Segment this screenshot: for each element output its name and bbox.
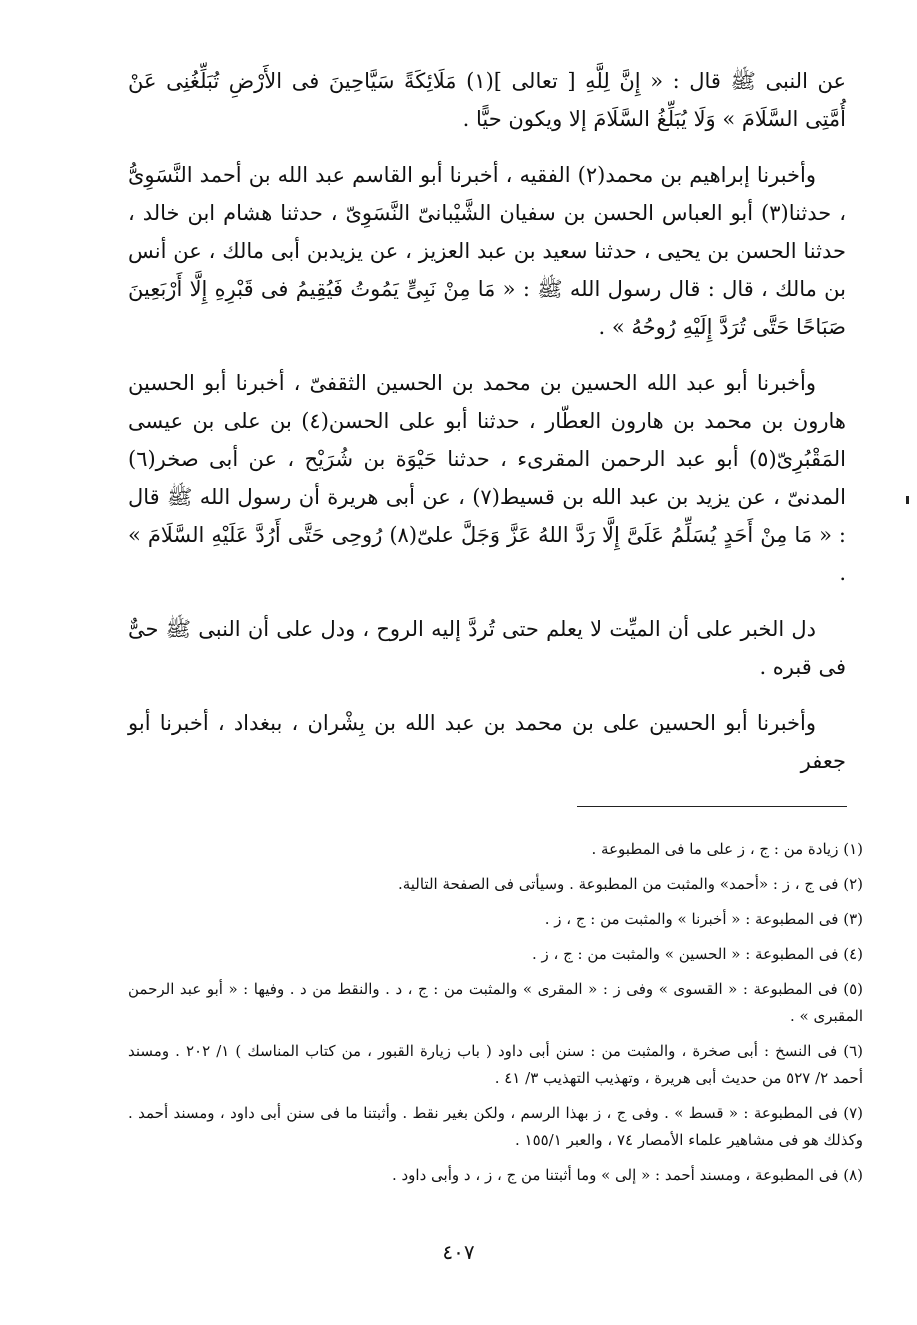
- footnotes: [128, 836, 863, 1197]
- footnote-5: (٥) فى المطبوعة : « القسوى » وفى ز : « المقرى » والمثبت من : ج ، د . والنقط من د . وفيها : « أبو عبد الرحمن المقبرى » .: [128, 980, 863, 1025]
- margin-mark: [906, 496, 909, 504]
- footnote-2: (٢) فى ج ، ز : «أحمد» والمثبت من المطبوعة . وسيأتى فى الصفحة التالية.: [397, 875, 863, 893]
- main-text: [128, 62, 846, 798]
- paragraph-2: وأخبرنا إبراهيم بن محمد(٢) الفقيه ، أخبرنا أبو القاسم عبد الله بن أحمد النَّسَوِىُّ ، حدثنا(٣) أبو العباس الحسن بن سفيان الشَّيْبانىّ النَّسَوِىّ ، حدثنا هشام ابن خالد ، حدثنا الحسن بن يحيى ، حدثنا سعيد بن عبد العزيز ، عن يزيدبن أبى مالك ، عن أنس بن مالك ، قال : قال رسول الله ﷺ : « مَا مِنْ نَبِىٍّ يَمُوتُ فَيُقِيمُ فى قَبْرِهِ إِلَّا أَرْبَعِينَ صَبَاحًا حَتَّى تُرَدَّ إِلَيْهِ رُوحُهُ » .: [128, 163, 846, 339]
- footnote-3: (٣) فى المطبوعة : « أخبرنا » والمثبت من : ج ، ز .: [544, 910, 863, 928]
- footnote-divider: [577, 806, 847, 807]
- paragraph-4: دل الخبر على أن الميِّت لا يعلم حتى تُردَّ إليه الروح ، ودل على أن النبى ﷺ حىٌّ فى قبره .: [128, 617, 846, 679]
- paragraph-1: عن النبى ﷺ قال : « إِنَّ لِلَّهِ [ تعالى ](١) مَلَائِكَةً سَيَّاحِينَ فى الأَرْضِ تُبَلِّغُنِى عَنْ أُمَّتِى السَّلَامَ » وَلَا يُبَلِّغُ السَّلَامَ إلا ويكون حيًّا .: [128, 69, 846, 131]
- footnote-8: (٨) فى المطبوعة ، ومسند أحمد : « إلى » وما أثبتنا من ج ، ز ، د وأبى داود .: [391, 1166, 863, 1184]
- paragraph-5: وأخبرنا أبو الحسين على بن محمد بن عبد الله بن بِشْران ، ببغداد ، أخبرنا أبو جعفر: [128, 711, 846, 773]
- footnote-4: (٤) فى المطبوعة : « الحسين » والمثبت من : ج ، ز .: [531, 945, 863, 963]
- footnote-1: (١) زيادة من : ج ، ز على ما فى المطبوعة .: [591, 840, 863, 858]
- paragraph-3: وأخبرنا أبو عبد الله الحسين بن محمد بن الحسين الثقفىّ ، أخبرنا أبو الحسين هارون بن محمد بن هارون العطّار ، حدثنا أبو على الحسن(٤) بن على بن عيسى المَقْبُرِىّ(٥) أبو عبد الرحمن المقرىء ، حدثنا حَيْوَة بن شُرَيْح ، عن أبى صخر(٦) المدنىّ ، عن يزيد بن عبد الله بن قسيط(٧) ، عن أبى هريرة أن رسول الله ﷺ قال : « مَا مِنْ أَحَدٍ يُسَلِّمُ عَلَىَّ إِلَّا رَدَّ اللهُ عَزَّ وَجَلَّ علىّ(٨) رُوحِى حَتَّى أَرُدَّ عَلَيْهِ السَّلَامَ » .: [128, 371, 846, 585]
- footnote-6: (٦) فى النسخ : أبى صخرة ، والمثبت من : سنن أبى داود ( باب زيارة القبور ، من كتاب المناسك ) ١/ ٢٠٢ . ومسند أحمد ٢/ ٥٢٧ من حديث أبى هريرة ، وتهذيب التهذيب ٣/ ٤١ .: [128, 1042, 863, 1087]
- page-number: ٤٠٧: [442, 1240, 475, 1264]
- footnote-7: (٧) فى المطبوعة : « قسط » . وفى ج ، ز بهذا الرسم ، ولكن بغير نقط . وأثبتنا ما فى سنن أبى داود ، ومسند أحمد . وكذلك هو فى مشاهير علماء الأمصار ٧٤ ، والعبر ١٥٥/١ .: [128, 1104, 863, 1149]
